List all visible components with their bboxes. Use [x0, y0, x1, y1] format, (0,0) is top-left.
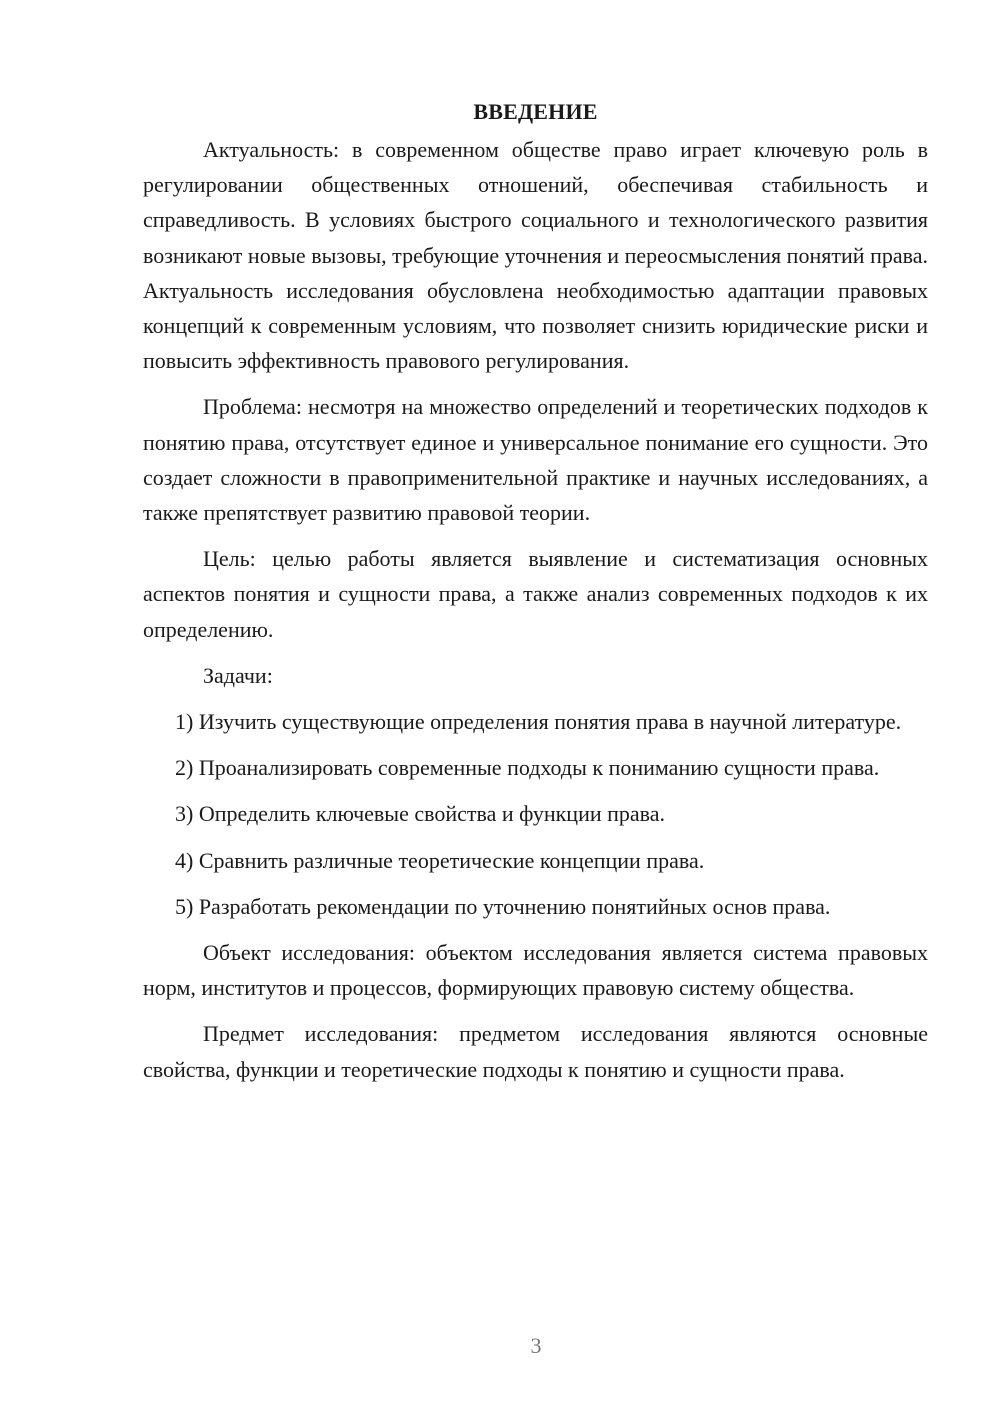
tasks-list	[143, 704, 928, 924]
task-item-2: 2) Проанализировать современные подходы к пониманию сущности права.	[175, 755, 880, 781]
section-title: ВВЕДЕНИЕ	[473, 99, 598, 124]
tasks-heading: Задачи:	[203, 662, 273, 688]
paragraph-subject: Предмет исследования: предметом исследования являются основные свойства, функции и теоретические подходы к понятию и сущности права.	[143, 1021, 928, 1082]
task-item-1: 1) Изучить существующие определения понятия права в научной литературе.	[175, 709, 902, 735]
paragraph-goal: Цель: целью работы является выявление и систематизация основных аспектов понятия и сущности права, а также анализ современных подходов к их определению.	[143, 546, 928, 642]
task-item-3: 3) Определить ключевые свойства и функции права.	[175, 801, 666, 827]
paragraph-relevance: Актуальность: в современном обществе право играет ключевую роль в регулировании общественных отношений, обеспечивая стабильность и справедливость. В условиях быстрого социального и технологического развития возникают новые вызовы, требующие уточнения и переосмысления понятий права. Актуальность исследования обусловлена необходимостью адаптации правовых концепций к современным условиям, что позволяет снизить юридические риски и повысить эффективность правового регулирования.	[143, 137, 928, 374]
page-content	[143, 94, 928, 1087]
page-number: 3	[530, 1333, 542, 1358]
paragraph-problem: Проблема: несмотря на множество определений и теоретических подходов к понятию права, отсутствует единое и универсальное понимание его сущности. Это создает сложности в правоприменительной практике и научных исследованиях, а также препятствует развитию правовой теории.	[143, 394, 928, 526]
task-item-5: 5) Разработать рекомендации по уточнению понятийных основ права.	[175, 893, 831, 919]
paragraph-object: Объект исследования: объектом исследования является система правовых норм, институтов и процессов, формирующих правовую систему общества.	[143, 940, 928, 1001]
task-item-4: 4) Сравнить различные теоретические концепции права.	[175, 847, 705, 873]
